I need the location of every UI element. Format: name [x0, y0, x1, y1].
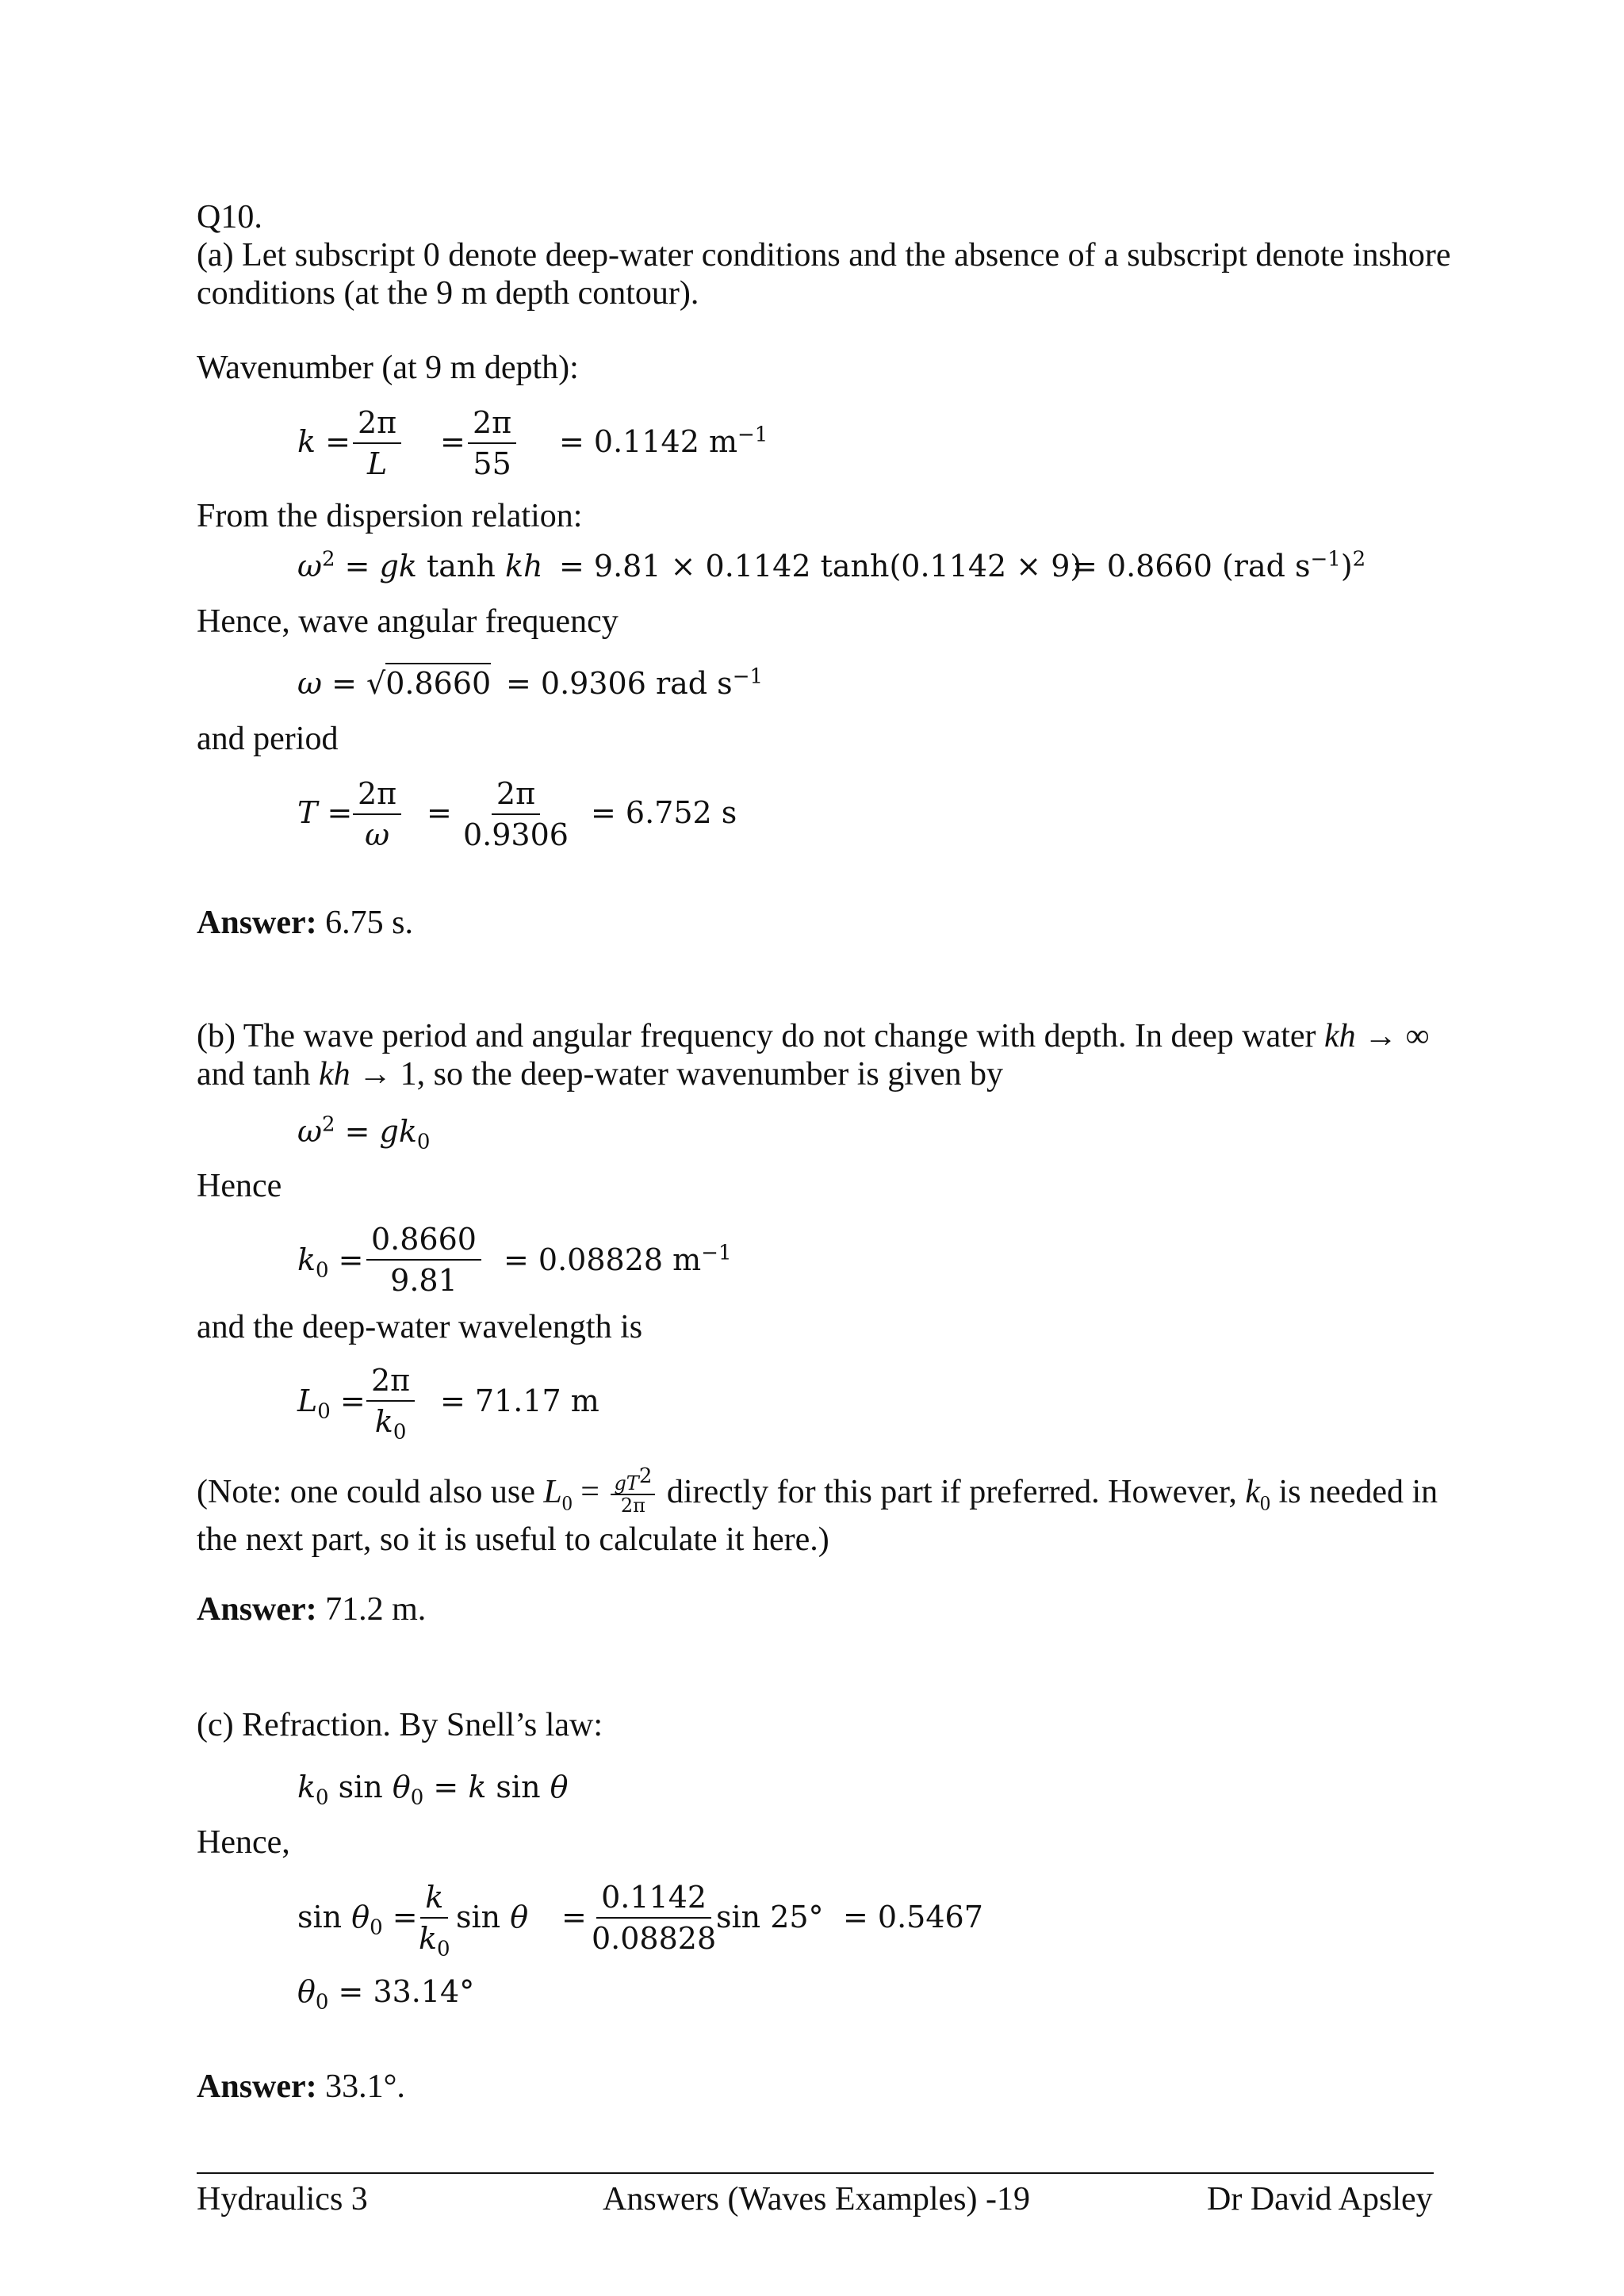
- equation-k-lhs: k =: [297, 424, 350, 459]
- theta0-result: $\theta_0 = 33.14^\circ$: [297, 1974, 475, 2015]
- angular-heading: Hence, wave angular frequency: [197, 603, 619, 640]
- omega-result: = 0.9306 rad $s^{-1}$: [506, 664, 764, 701]
- fraction-2pi-over-55: $\frac{2\pi}{55}$: [468, 404, 516, 482]
- note-line1: (Note: one could also use $L_0$ = $\frac{gT^2}{2\pi}$ directly for this part if preferred. However, $k_0$ is needed in: [197, 1464, 1438, 1517]
- fraction-0.1142-over-0.08828: $\frac{0.1142}{0.08828}$: [592, 1880, 717, 1956]
- dispersion-result: = 0.8660 (rad $s^{-1})^2$: [1072, 547, 1366, 584]
- k0-result: = 0.08828 $m^{-1}$: [504, 1241, 732, 1277]
- footer-rule: [197, 2172, 1434, 2174]
- part-c-intro: (c) Refraction. By Snell’s law:: [197, 1707, 603, 1743]
- dispersion-relation: $\omega^2$ = gk tanh kh: [297, 547, 543, 584]
- part-a-intro-line1: (a) Let subscript 0 denote deep-water conditions and the absence of a subscript denote inshore: [197, 237, 1451, 274]
- fraction-k0: $\frac{0.8660}{9.81}$: [366, 1221, 481, 1299]
- footer-left: Hydraulics 3: [197, 2181, 368, 2218]
- equals-sign: =: [427, 795, 452, 830]
- wavenumber-heading: Wavenumber (at 9 m depth):: [197, 350, 579, 386]
- part-b-intro-line2: and tanh kh → 1, so the deep-water wavenumber is given by: [197, 1056, 1004, 1093]
- equals-sign: =: [440, 424, 465, 459]
- sin-theta0-lhs: $\sin \theta_0$ =: [297, 1900, 418, 1940]
- fraction-2pi-over-k0: $\frac{2\pi}{k_0}$: [366, 1362, 415, 1440]
- fraction-k-over-k0: $\frac{k}{k_0}$: [419, 1880, 450, 1961]
- deep-water-dispersion: $\omega^2 = gk_0$: [297, 1112, 431, 1154]
- k0-lhs: $k_0$ =: [297, 1242, 364, 1283]
- fraction-2pi-over-omega: $\frac{2\pi}{\omega}$: [353, 775, 401, 853]
- answer-b: Answer: 71.2 m.: [197, 1591, 427, 1628]
- part-c-hence: Hence,: [197, 1824, 290, 1861]
- fraction-2pi-over-L: $\frac{2\pi}{L}$: [353, 404, 401, 482]
- L0-lhs: $L_0$ =: [297, 1383, 366, 1424]
- dispersion-numeric: = 9.81 × 0.1142 tanh(0.1142 × 9): [559, 549, 1082, 584]
- part-a-intro-line2: conditions (at the 9 m depth contour).: [197, 275, 699, 312]
- equals-sign: =: [561, 1900, 587, 1934]
- sin-theta: sin θ: [456, 1900, 529, 1934]
- dispersion-heading: From the dispersion relation:: [197, 498, 583, 534]
- sin-25: sin 25°: [716, 1900, 824, 1934]
- omega-equation: ω = √0.8660: [297, 666, 491, 701]
- period-result: = 6.752 s: [591, 795, 737, 830]
- wavelength-heading: and the deep-water wavelength is: [197, 1309, 643, 1345]
- k-result: = 0.1142 $m^{-1}$: [559, 423, 768, 459]
- period-heading: and period: [197, 721, 339, 757]
- answer-c: Answer: 33.1°.: [197, 2068, 405, 2105]
- note-line2: the next part, so it is useful to calculate it here.): [197, 1521, 829, 1558]
- footer-right: Dr David Apsley: [1207, 2181, 1433, 2218]
- part-b-hence: Hence: [197, 1168, 282, 1204]
- snells-law: $k_0$ $\sin \theta_0 = k$ sin θ: [297, 1770, 569, 1810]
- question-number: Q10.: [197, 199, 262, 235]
- answer-a: Answer: 6.75 s.: [197, 905, 413, 941]
- footer-center: Answers (Waves Examples) -19: [603, 2181, 1030, 2218]
- fraction-2pi-over-0.9306: $\frac{2\pi}{0.9306}$: [463, 776, 569, 852]
- part-b-intro-line1: (b) The wave period and angular frequency do not change with depth. In deep water kh → ∞: [197, 1018, 1430, 1054]
- L0-result: = 71.17 m: [440, 1383, 599, 1418]
- period-lhs: T =: [297, 795, 353, 830]
- fraction-gT2-over-2pi: $\frac{gT^2}{2\pi}$: [611, 1473, 655, 1516]
- sin-value: = 0.5467: [843, 1900, 983, 1934]
